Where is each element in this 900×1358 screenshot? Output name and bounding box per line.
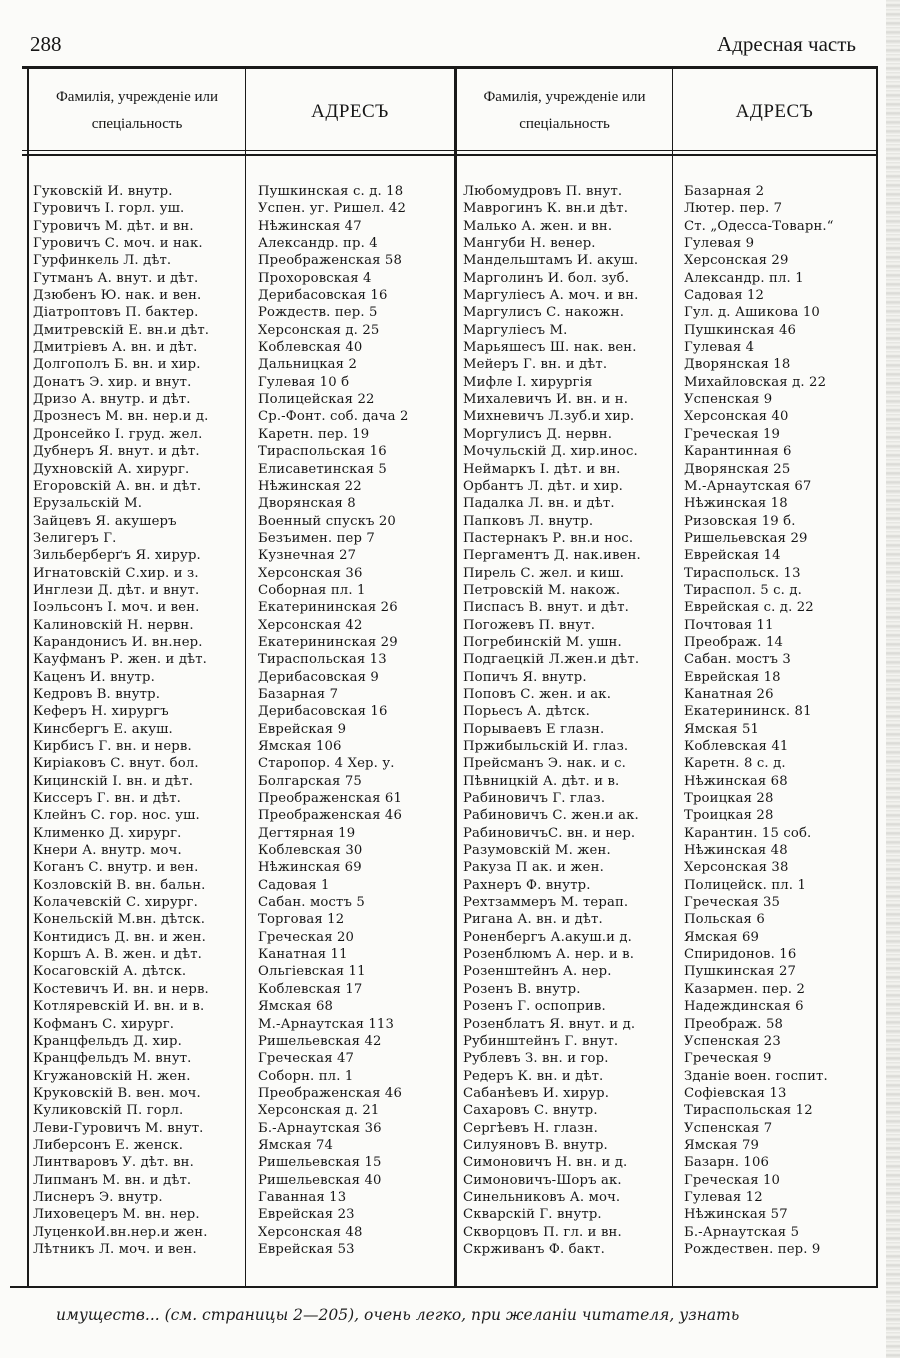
name-cell: Лиснеръ Э. внутр. [33, 1189, 163, 1205]
column-header-label: Фамилія, учрежденіе или спеціальность [483, 89, 646, 132]
name-cell: Рабиновичъ Г. глаз. [463, 791, 606, 807]
name-cell: Порьесъ А. дѣтск. [463, 704, 590, 720]
address-cell: М.-Арнаутская 113 [258, 1016, 395, 1032]
name-cell: Петровскій М. накож. [463, 582, 621, 598]
address-cell: Александр. пл. 1 [684, 270, 804, 286]
address-cell: Тираспольская 12 [684, 1103, 813, 1119]
address-cell: Успенская 7 [684, 1120, 773, 1136]
name-cell: Игнатовскій С.хир. и з. [33, 565, 199, 581]
name-cell: Рахнеръ Ф. внутр. [463, 877, 591, 893]
column-header-name-left [29, 72, 245, 150]
address-cell: Коблевская 41 [684, 739, 789, 754]
address-cell: Канатная 11 [258, 947, 348, 963]
address-cell: Нѣжинская 18 [684, 496, 788, 512]
name-cell: Рубинштейнъ Г. внут. [463, 1033, 619, 1049]
name-cell: Кофманъ С. хирург. [33, 1016, 175, 1032]
address-cell: Базарн. 106 [684, 1155, 770, 1171]
column-divider-3 [672, 68, 673, 1286]
address-cell: Ямская 79 [684, 1137, 760, 1153]
address-cell: Лютер. пер. 7 [684, 201, 783, 217]
right-addresses-column [684, 183, 834, 1258]
name-cell: Киріаковъ С. внут. бол. [33, 756, 199, 772]
name-cell: Долгополъ Б. вн. и хир. [33, 357, 201, 373]
name-cell: Ерузальскій М. [33, 496, 143, 512]
address-cell: Каретн. 8 с. д. [684, 756, 786, 772]
address-cell: Коблевская 40 [258, 340, 363, 356]
address-cell: Дерибасовская 16 [258, 704, 388, 720]
address-cell: Преображенская 61 [258, 791, 402, 807]
name-cell: Линтваровъ У. дѣт. вн. [33, 1155, 194, 1171]
address-cell: Полицейск. пл. 1 [684, 877, 807, 893]
name-cell: Коганъ С. внутр. и вен. [33, 860, 199, 876]
name-cell: Кранцфельдъ М. внут. [33, 1051, 192, 1067]
name-cell: Рабиновичъ С. жен.и ак. [463, 808, 639, 824]
name-cell: Порываевъ Е глазн. [463, 721, 605, 737]
name-cell: Мейеръ Г. вн. и дѣт. [463, 357, 608, 373]
name-cell: Малько А. жен. и вн. [463, 218, 613, 234]
address-cell: Херсонская 40 [684, 409, 789, 425]
name-cell: Розенъ Г. оспоприв. [463, 999, 606, 1015]
address-cell: Ришельевская 40 [258, 1172, 382, 1188]
address-cell: Херсонская 38 [684, 860, 789, 876]
address-cell: Ср.-Фонт. соб. дача 2 [258, 409, 409, 425]
left-border [27, 68, 29, 1286]
address-cell: Базарная 7 [258, 686, 339, 702]
name-cell: Конельскій М.вн. дѣтск. [33, 912, 206, 928]
address-cell: Еврейская с. д. 22 [684, 600, 814, 616]
address-cell: Кузнечная 27 [258, 548, 357, 564]
address-cell: Херсонская 42 [258, 617, 363, 633]
name-cell: Карандонисъ И. вн.нер. [33, 634, 203, 650]
name-cell: Инглези Д. дѣт. и внут. [33, 582, 200, 598]
name-cell: Пирель С. жел. и киш. [463, 565, 625, 581]
address-cell: Пушкинская 27 [684, 964, 797, 980]
top-rule [22, 66, 878, 69]
name-cell: Іоэльсонъ І. моч. и вен. [33, 600, 200, 616]
name-cell: Михневичъ Л.зуб.и хир. [463, 409, 635, 425]
name-cell: Клименко Д. хирург. [33, 825, 182, 841]
name-cell: Козловскій В. вн. бальн. [33, 877, 206, 893]
address-cell: Херсонская 36 [258, 565, 363, 581]
name-cell: Кеферъ Н. хирургъ [33, 704, 169, 720]
bottom-rule [10, 1286, 878, 1288]
name-cell: Мочульскій Д. хир.инос. [463, 444, 638, 460]
center-divider [454, 68, 457, 1286]
name-cell: Каценъ И. внутр. [33, 669, 155, 685]
name-cell: Ригана А. вн. и дѣт. [463, 912, 603, 928]
name-cell: Пастернакъ Р. вн.и нос. [463, 530, 634, 546]
address-cell: Елисаветинская 5 [258, 461, 387, 477]
address-cell: Дегтярная 19 [258, 825, 356, 841]
address-cell: Преображ. 58 [684, 1016, 784, 1032]
address-cell: Еврейская 53 [258, 1241, 355, 1257]
name-cell: Орбантъ Л. дѣт. и хир. [463, 478, 624, 494]
address-cell: Греческая 35 [684, 895, 781, 911]
name-cell: Кгужановскій Н. жен. [33, 1068, 191, 1084]
address-cell: Еврейская 14 [684, 548, 781, 564]
address-cell: Пушкинская 46 [684, 322, 797, 338]
address-cell: Базарная 2 [684, 184, 765, 199]
address-cell: Сабан. мостъ 3 [684, 652, 791, 668]
address-cell: Гаванная 13 [258, 1189, 347, 1205]
address-cell: Гулевая 10 б [258, 374, 350, 390]
column-header-label: Фамилія, учрежденіе или спеціальность [55, 89, 219, 132]
address-cell: Рождеств. пер. 5 [258, 305, 378, 321]
address-cell: Б.-Арнаутская 36 [258, 1120, 382, 1136]
address-cell: Коблевская 30 [258, 843, 363, 859]
column-header-address-left [246, 72, 454, 150]
name-cell: Синельниковъ А. моч. [463, 1189, 621, 1205]
address-cell: Казармен. пер. 2 [684, 981, 806, 997]
name-cell: Гутманъ А. внут. и дѣт. [33, 270, 199, 286]
address-cell: Ришельевская 29 [684, 530, 808, 546]
name-cell: Писпасъ В. внут. и дѣт. [463, 600, 630, 616]
name-cell: Поповъ С. жен. и ак. [463, 686, 612, 702]
address-cell: Ризовская 19 б. [684, 513, 796, 529]
name-cell: Ракуза П ак. и жен. [463, 860, 604, 876]
address-cell: Б.-Арнаутская 5 [684, 1224, 800, 1240]
name-cell: Маргуліесъ А. моч. и вн. [463, 288, 639, 304]
name-cell: Гуровичъ С. моч. и нак. [33, 236, 203, 252]
name-cell: Розенблатъ Я. внут. и д. [463, 1016, 636, 1032]
header-rule-upper [22, 150, 878, 151]
address-cell: Греческая 19 [684, 426, 781, 442]
name-cell: Подгаецкій Л.жен.и дѣт. [463, 652, 640, 668]
name-cell: Гуровичъ І. горл. уш. [33, 201, 185, 217]
address-cell: Греческая 9 [684, 1051, 772, 1067]
address-cell: Дальницкая 2 [258, 357, 358, 373]
name-cell: Киссеръ Г. вн. и дѣт. [33, 791, 181, 807]
address-cell: Гулевая 9 [684, 236, 755, 252]
name-cell: ЛуценкоИ.вн.нер.и жен. [33, 1224, 208, 1240]
address-cell: Коблевская 17 [258, 981, 363, 997]
name-cell: Діатроптовъ П. бактер. [33, 305, 199, 321]
address-cell: Нѣжинская 57 [684, 1207, 788, 1223]
name-cell: Зелигеръ Г. [33, 530, 117, 546]
address-cell: Рождествен. пер. 9 [684, 1241, 821, 1257]
address-cell: Греческая 47 [258, 1051, 355, 1067]
name-cell: Котляревскій И. вн. и в. [33, 999, 205, 1015]
name-cell: Лиховецеръ М. вн. нер. [33, 1207, 200, 1223]
column-header-name-right [457, 72, 672, 150]
address-cell: Соборн. пл. 1 [258, 1068, 354, 1084]
address-cell: Канатная 26 [684, 686, 774, 702]
name-cell: Куликовскій П. горл. [33, 1103, 184, 1119]
address-cell: Еврейская 9 [258, 721, 347, 737]
name-cell: Рехтзаммеръ М. терап. [463, 895, 629, 911]
name-cell: Марьяшесъ Ш. нак. вен. [463, 340, 637, 356]
name-cell: Любомудровъ П. внут. [463, 184, 623, 199]
name-cell: РабиновичъС. вн. и нер. [463, 825, 636, 841]
name-cell: Кауфманъ Р. жен. и дѣт. [33, 652, 207, 668]
address-cell: Нѣжинская 69 [258, 860, 362, 876]
address-cell: М.-Арнаутская 67 [684, 478, 812, 494]
column-header-label: АДРЕСЪ [735, 100, 814, 122]
name-cell: Дронсейко І. груд. жел. [33, 426, 203, 442]
page-number: 288 [30, 32, 62, 56]
name-cell: Калиновскій Н. нервн. [33, 617, 194, 633]
address-cell: Соборная пл. 1 [258, 582, 366, 598]
address-cell: Надеждинская 6 [684, 999, 804, 1015]
name-cell: Редеръ К. вн. и дѣт. [463, 1068, 604, 1084]
address-cell: Екатерининская 29 [258, 634, 398, 650]
name-cell: Погожевъ П. внут. [463, 617, 596, 633]
address-cell: Тираспол. 5 с. д. [684, 582, 802, 598]
name-cell: Дрознесъ М. вн. нер.и д. [33, 409, 209, 425]
header-rule-lower [22, 154, 878, 156]
name-cell: Розенъ В. внутр. [463, 981, 581, 997]
address-cell: Ольгіевская 11 [258, 964, 366, 980]
name-cell: Моргулисъ Д. нервн. [463, 426, 613, 442]
address-cell: Преображенская 46 [258, 1085, 402, 1101]
name-cell: Мифле І. хирургія [463, 374, 593, 390]
address-cell: Ямская 74 [258, 1137, 334, 1153]
name-cell: Неймаркъ І. дѣт. и вн. [463, 461, 621, 477]
name-cell: Кирбисъ Г. вн. и нерв. [33, 739, 192, 754]
right-border [876, 68, 878, 1286]
address-cell: Болгарская 75 [258, 773, 362, 789]
address-cell: Греческая 10 [684, 1172, 781, 1188]
name-cell: Кинсбергъ Е. акуш. [33, 721, 173, 737]
address-cell: Александр. пр. 4 [258, 236, 378, 252]
address-cell: Преображенская 58 [258, 253, 402, 269]
left-names-column [33, 183, 209, 1258]
address-cell: Нѣжинская 48 [684, 843, 788, 859]
address-cell: Карантинная 6 [684, 444, 792, 460]
address-cell: Успенская 23 [684, 1033, 781, 1049]
address-cell: Дерибасовская 16 [258, 288, 388, 304]
address-cell: Преображ. 14 [684, 634, 784, 650]
address-cell: Ришельевская 42 [258, 1033, 382, 1049]
address-cell: Торговая 12 [258, 912, 345, 928]
name-cell: Кедровъ В. внутр. [33, 686, 161, 702]
address-cell: Екатерининск. 81 [684, 704, 812, 720]
name-cell: Дзюбенъ Ю. нак. и вен. [33, 288, 202, 304]
address-cell: Херсонская д. 21 [258, 1103, 380, 1119]
name-cell: Прейсманъ Э. нак. и с. [463, 756, 627, 772]
name-cell: Погребинскій М. ушн. [463, 634, 622, 650]
column-header-address-right [673, 72, 876, 150]
address-cell: Старопор. 4 Хер. у. [258, 756, 395, 772]
address-cell: Зданіе воен. госпит. [684, 1068, 828, 1084]
address-cell: Ст. „Одесса-Товарн.“ [684, 218, 834, 234]
name-cell: Коршъ А. В. жен. и дѣт. [33, 947, 202, 963]
name-cell: Круковскій В. вен. моч. [33, 1085, 201, 1101]
name-cell: Егоровскій А. вн. и дѣт. [33, 478, 202, 494]
address-cell: Безъимен. пер 7 [258, 530, 375, 546]
address-cell: Пушкинская с. д. 18 [258, 184, 404, 199]
name-cell: Михалевичъ И. вн. и н. [463, 392, 629, 408]
name-cell: Гуровичъ М. дѣт. и вн. [33, 218, 194, 234]
address-cell: Херсонская 48 [258, 1224, 363, 1240]
name-cell: Пергаментъ Д. нак.ивен. [463, 548, 641, 564]
address-cell: Еврейская 18 [684, 669, 781, 685]
address-cell: Нѣжинская 22 [258, 478, 362, 494]
name-cell: Скрживанъ Ф. бакт. [463, 1241, 605, 1257]
address-cell: Херсонская 29 [684, 253, 789, 269]
name-cell: Симоновичъ Н. вн. и д. [463, 1155, 628, 1171]
name-cell: Попичъ Я. внутр. [463, 669, 587, 685]
address-cell: Троицкая 28 [684, 791, 774, 807]
address-cell: Екатерининская 26 [258, 600, 398, 616]
name-cell: Колачевскій С. хирург. [33, 895, 198, 911]
address-cell: Садовая 1 [258, 877, 330, 893]
footer-text: имуществ... (см. страницы 2—205), очень легко, при желаніи читателя, узнать [56, 1306, 740, 1324]
address-cell: Херсонская д. 25 [258, 322, 380, 338]
address-cell: Военный спускъ 20 [258, 513, 396, 529]
name-cell: Липманъ М. вн. и дѣт. [33, 1172, 192, 1188]
address-cell: Гул. д. Ашикова 10 [684, 305, 820, 321]
address-cell: Еврейская 23 [258, 1207, 355, 1223]
name-cell: Дмитревскій Е. вн.и дѣт. [33, 322, 210, 338]
column-header-label: АДРЕСЪ [311, 100, 389, 122]
address-cell: Карантин. 15 соб. [684, 825, 812, 841]
name-cell: Сабанѣевъ И. хирур. [463, 1085, 610, 1101]
address-cell: Дворянская 8 [258, 496, 356, 512]
name-cell: Маргуліесъ М. [463, 322, 568, 338]
address-cell: Спиридонов. 16 [684, 947, 797, 963]
name-cell: Дризо А. внутр. и дѣт. [33, 392, 191, 408]
address-cell: Дерибасовская 9 [258, 669, 379, 685]
name-cell: Гуковскій И. внутр. [33, 184, 173, 199]
name-cell: Роненбергъ А.акуш.и д. [463, 929, 632, 945]
right-names-column [463, 183, 641, 1258]
address-cell: Гулевая 4 [684, 340, 755, 356]
address-cell: Тираспольская 13 [258, 652, 387, 668]
name-cell: Силуяновъ В. внутр. [463, 1137, 608, 1153]
address-cell: Преображенская 46 [258, 808, 402, 824]
name-cell: Костевичъ И. вн. и нерв. [33, 981, 209, 997]
address-cell: Садовая 12 [684, 288, 765, 304]
name-cell: Клейнъ С. гор. нос. уш. [33, 808, 200, 824]
address-cell: Тираспольская 16 [258, 444, 387, 460]
name-cell: Скворцовъ П. гл. и вн. [463, 1224, 622, 1240]
address-cell: Нѣжинская 68 [684, 773, 788, 789]
name-cell: Кранцфельдъ Д. хир. [33, 1033, 182, 1049]
name-cell: Зайцевъ Я. акушеръ [33, 513, 177, 529]
name-cell: Розенблюмъ А. нер. и в. [463, 947, 635, 963]
name-cell: Падалка Л. вн. и дѣт. [463, 496, 615, 512]
address-cell: Гулевая 12 [684, 1189, 763, 1205]
address-cell: Нѣжинская 47 [258, 218, 362, 234]
name-cell: Папковъ Л. внутр. [463, 513, 594, 529]
address-cell: Ямская 106 [258, 739, 342, 754]
name-cell: Контидисъ Д. вн. и жен. [33, 929, 206, 945]
name-cell: Кицинскій І. вн. и дѣт. [33, 773, 194, 789]
address-cell: Ямская 69 [684, 929, 760, 945]
name-cell: Либерсонъ Е. женск. [33, 1137, 184, 1153]
name-cell: Леви-Гуровичъ М. внут. [33, 1120, 204, 1136]
name-cell: Кнери А. внутр. моч. [33, 843, 182, 859]
name-cell: Рублевъ З. вн. и гор. [463, 1051, 609, 1067]
name-cell: Дубнеръ Я. внут. и дѣт. [33, 444, 200, 460]
name-cell: Пѣвницкій А. дѣт. и в. [463, 773, 620, 789]
name-cell: Духновскій А. хирург. [33, 461, 190, 477]
name-cell: Сахаровъ С. внутр. [463, 1103, 598, 1119]
name-cell: Донатъ Э. хир. и внут. [33, 374, 192, 390]
address-cell: Дворянская 25 [684, 461, 791, 477]
name-cell: Мандельштамъ И. акуш. [463, 253, 639, 269]
address-cell: Успен. уг. Ришел. 42 [258, 201, 407, 217]
name-cell: Маргулисъ С. накожн. [463, 305, 625, 321]
address-cell: Греческая 20 [258, 929, 355, 945]
name-cell: Сергѣевъ Н. глазн. [463, 1120, 598, 1136]
name-cell: Мангуби Н. венер. [463, 236, 596, 252]
address-cell: Почтовая 11 [684, 617, 774, 633]
address-cell: Троицкая 28 [684, 808, 774, 824]
address-cell: Дворянская 18 [684, 357, 791, 373]
name-cell: Марголинъ И. бол. зуб. [463, 270, 630, 286]
name-cell: Косаговскій А. дѣтск. [33, 964, 187, 980]
name-cell: Дмитріевъ А. вн. и дѣт. [33, 340, 198, 356]
name-cell: Маврогинъ К. вн.и дѣт. [463, 201, 629, 217]
address-cell: Прохоровская 4 [258, 270, 372, 286]
address-cell: Михайловская д. 22 [684, 374, 827, 390]
name-cell: Гурфинкель Л. дѣт. [33, 253, 172, 269]
address-cell: Ямская 68 [258, 999, 334, 1015]
address-cell: Сабан. мостъ 5 [258, 895, 365, 911]
left-addresses-column [258, 183, 408, 1258]
address-cell: Ямская 51 [684, 721, 760, 737]
address-cell: Успенская 9 [684, 392, 773, 408]
running-title: Адресная часть [717, 32, 856, 56]
address-cell: Ришельевская 15 [258, 1155, 382, 1171]
name-cell: Симоновичъ-Шоръ ак. [463, 1172, 622, 1188]
name-cell: Зильберберґъ Я. хирур. [33, 548, 201, 564]
address-cell: Полицейская 22 [258, 392, 375, 408]
page-edge-scan-artifact [886, 0, 900, 1358]
address-cell: Каретн. пер. 19 [258, 426, 370, 442]
name-cell: Разумовскій М. жен. [463, 843, 611, 859]
name-cell: Лѣтникъ Л. моч. и вен. [33, 1241, 197, 1257]
column-divider-1 [245, 68, 246, 1286]
name-cell: Пржибыльскій И. глаз. [463, 739, 629, 754]
name-cell: Скварскій Г. внутр. [463, 1207, 602, 1223]
name-cell: Розенштейнъ А. нер. [463, 964, 612, 980]
address-cell: Тираспольск. 13 [684, 565, 801, 581]
address-cell: Софіевская 13 [684, 1085, 787, 1101]
address-cell: Польская 6 [684, 912, 765, 928]
